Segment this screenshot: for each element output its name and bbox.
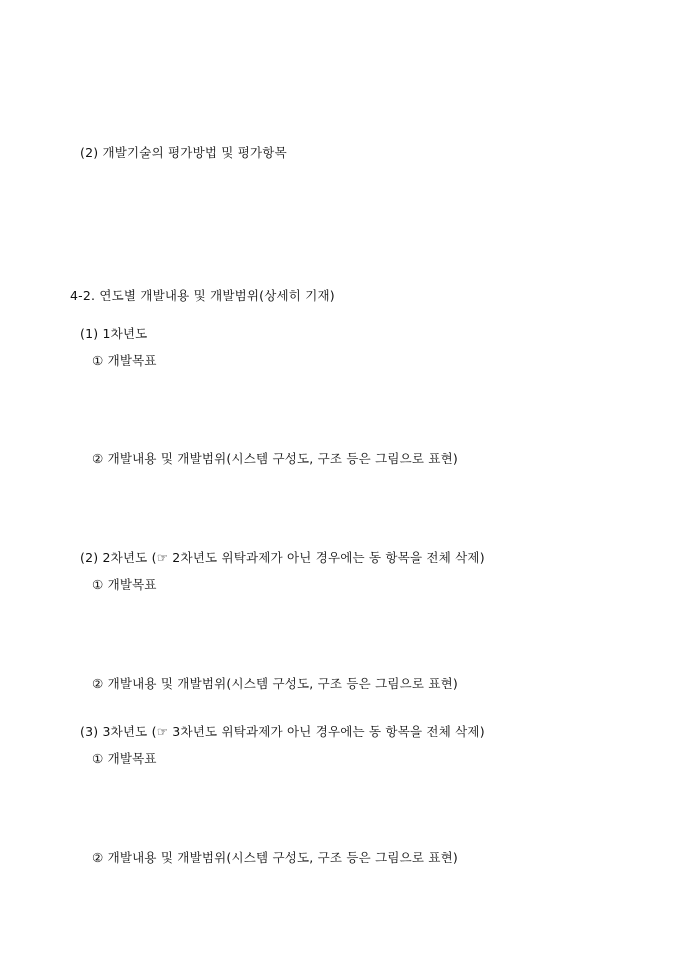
eval-method-heading: (2) 개발기술의 평가방법 및 평가항목 [80,145,287,160]
year3-heading: (3) 3차년도 (☞ 3차년도 위탁과제가 아닌 경우에는 동 항목을 전체 삭제) [80,724,485,739]
year1-goal: ① 개발목표 [92,353,157,368]
year3-scope: ② 개발내용 및 개발범위(시스템 구성도, 구조 등은 그림으로 표현) [92,850,458,865]
year3-goal: ① 개발목표 [92,751,157,766]
year2-scope: ② 개발내용 및 개발범위(시스템 구성도, 구조 등은 그림으로 표현) [92,676,458,691]
year2-goal: ① 개발목표 [92,577,157,592]
section-title: 4-2. 연도별 개발내용 및 개발범위(상세히 기재) [70,288,335,303]
year2-heading: (2) 2차년도 (☞ 2차년도 위탁과제가 아닌 경우에는 동 항목을 전체 삭제) [80,550,485,565]
year1-heading: (1) 1차년도 [80,326,148,341]
year1-scope: ② 개발내용 및 개발범위(시스템 구성도, 구조 등은 그림으로 표현) [92,451,458,466]
